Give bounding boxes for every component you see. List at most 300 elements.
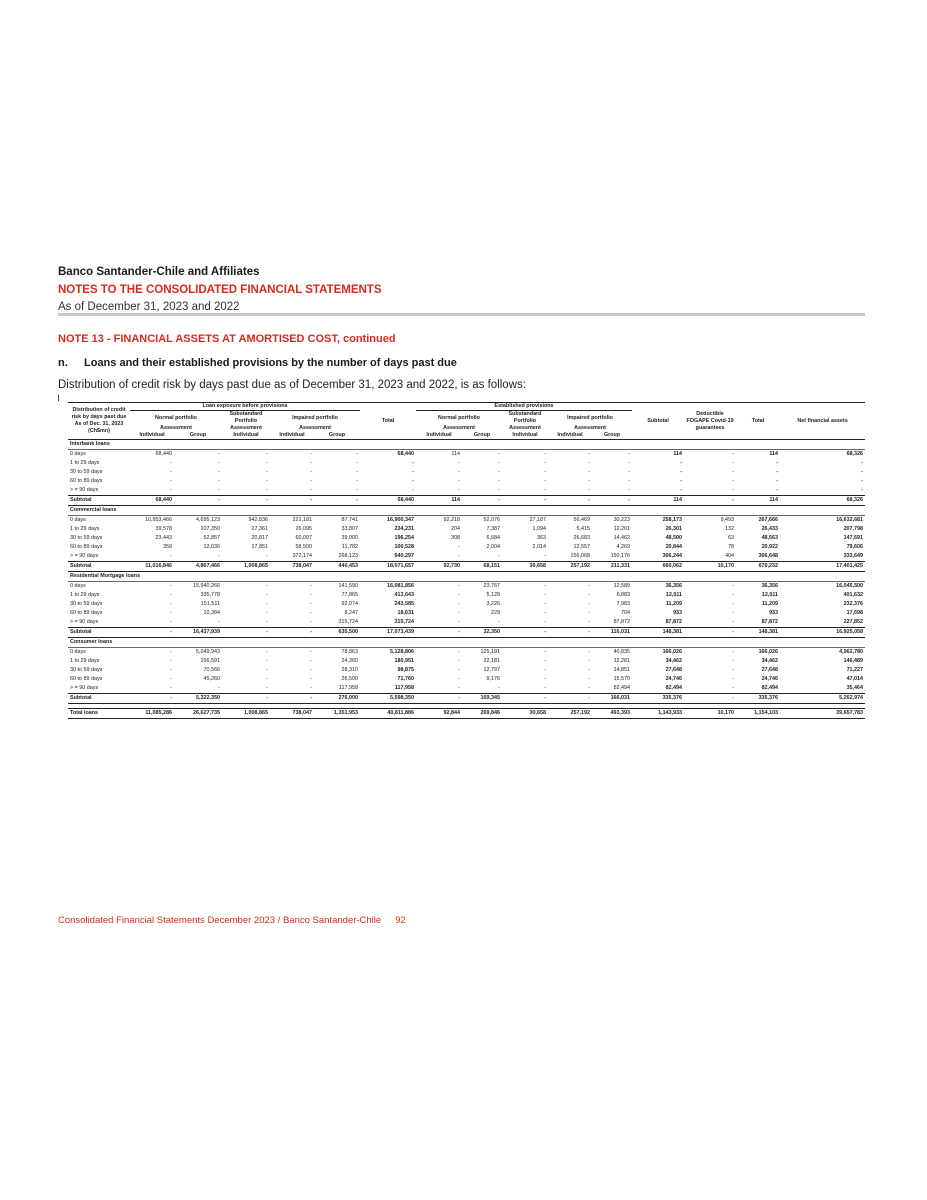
table-cell: 10,170 <box>684 562 736 572</box>
table-cell: 151,511 <box>200 601 220 607</box>
table-cell: - <box>218 553 220 559</box>
row-label: Subtotal <box>68 694 130 704</box>
table-cell: - <box>628 487 631 493</box>
table-cell: 146,489 <box>843 658 864 664</box>
table-cell: - <box>498 685 501 691</box>
table-cell: 4,867,466 <box>174 562 222 572</box>
table-cell: 8,247 <box>344 610 359 616</box>
table-cell: 82,494 <box>613 685 631 691</box>
row-label: Subtotal <box>68 496 130 506</box>
table-cell: 68,440 <box>155 451 172 457</box>
table-cell: - <box>170 619 172 625</box>
col-exp-impaired-group: Group <box>328 432 346 438</box>
row-label: 0 days <box>70 517 86 523</box>
table-cell: - <box>458 601 461 607</box>
row-label: Subtotal <box>68 628 130 638</box>
table-cell: 5,598,350 <box>360 694 416 704</box>
table-cell: - <box>218 478 220 484</box>
table-cell: 34,462 <box>761 658 779 664</box>
row-label: 60 to 89 days <box>70 478 103 484</box>
table-cell: 71,760 <box>397 676 415 682</box>
table-cell: - <box>458 478 461 484</box>
table-cell: - <box>356 487 359 493</box>
table-cell: 30,658 <box>502 562 548 572</box>
section-name: Interbank loans <box>68 440 865 450</box>
table-row <box>68 657 865 666</box>
table-cell: - <box>861 460 864 466</box>
table-cell: - <box>412 460 415 466</box>
section-heading: Loans and their established provisions by the number of days past due <box>84 357 457 369</box>
table-cell: - <box>458 676 461 682</box>
table-row <box>68 600 865 609</box>
table-cell: 180,951 <box>394 658 415 664</box>
row-label: 60 to 89 days <box>70 676 103 682</box>
col-prov-normal-individual: Individual <box>426 432 452 438</box>
table-cell: - <box>732 601 735 607</box>
table-cell: - <box>170 667 172 673</box>
table-cell: 942,836 <box>248 517 268 523</box>
table-cell: - <box>356 451 359 457</box>
table-cell: - <box>732 592 735 598</box>
table-cell: 26,683 <box>573 535 591 541</box>
table-row <box>68 591 865 600</box>
table-cell: 18,631 <box>397 610 415 616</box>
exposure-normal-header: Normal portfolio <box>155 414 197 421</box>
table-cell: - <box>170 553 172 559</box>
row-label: 30 to 59 days <box>70 535 103 541</box>
table-cell: 26,500 <box>341 676 359 682</box>
table-cell: - <box>776 487 779 493</box>
table-cell: 23,767 <box>483 583 501 589</box>
table-cell: - <box>732 676 735 682</box>
table-cell: 267,666 <box>758 517 779 523</box>
table-cell: 11,016,846 <box>130 562 174 572</box>
table-cell: 12,557 <box>573 544 591 550</box>
table-cell: - <box>628 451 631 457</box>
table-cell: 148,381 <box>632 628 684 638</box>
table-cell: - <box>310 676 312 682</box>
row-label: 0 days <box>70 649 86 655</box>
company-name: Banco Santander-Chile and Affiliates <box>58 266 260 278</box>
table-cell: 20,844 <box>665 544 683 550</box>
table-cell: - <box>462 496 502 506</box>
table-cell: 12,797 <box>483 667 501 673</box>
table-cell: - <box>458 667 461 673</box>
table-cell: 933 <box>673 610 683 616</box>
table-cell: 117,958 <box>338 685 359 691</box>
table-cell: 87,872 <box>665 619 683 625</box>
table-cell: 17,401,425 <box>780 562 865 572</box>
table-cell: - <box>458 553 461 559</box>
table-cell: - <box>544 592 547 598</box>
section-header-row <box>68 572 865 582</box>
table-cell: 68,440 <box>397 451 415 457</box>
table-cell: - <box>458 685 461 691</box>
table-cell: 12,011 <box>761 592 779 598</box>
table-cell: - <box>861 469 864 475</box>
table-cell: - <box>544 469 547 475</box>
table-cell: 12,589 <box>613 583 631 589</box>
table-cell: 79,606 <box>846 544 864 550</box>
table-cell: - <box>680 478 683 484</box>
table-cell: 4,962,780 <box>839 649 864 655</box>
table-cell: 26,433 <box>761 526 779 532</box>
table-cell: - <box>310 469 312 475</box>
table-cell: - <box>588 592 591 598</box>
table-cell: 116,031 <box>592 628 632 638</box>
table-cell: 20,922 <box>761 544 779 550</box>
table-cell: - <box>266 649 268 655</box>
table-cell: 232,376 <box>843 601 864 607</box>
table-cell: 48,500 <box>665 535 683 541</box>
table-body <box>68 440 865 719</box>
table-cell: - <box>732 658 735 664</box>
table-cell: - <box>356 460 359 466</box>
table-cell: - <box>588 619 591 625</box>
table-row <box>68 525 865 534</box>
table-cell: - <box>732 451 735 457</box>
table-cell: - <box>314 496 360 506</box>
table-cell: 10,953,466 <box>145 517 172 523</box>
table-cell: 16,437,939 <box>174 628 222 638</box>
table-cell: 16,925,058 <box>780 628 865 638</box>
table-cell: 36,356 <box>761 583 779 589</box>
table-cell: 15,940,266 <box>193 583 220 589</box>
col-exp-normal-group: Group <box>189 432 207 438</box>
section-header-row <box>68 506 865 516</box>
table-cell: - <box>170 676 172 682</box>
table-cell: - <box>310 649 312 655</box>
table-cell: 77,865 <box>341 592 359 598</box>
table-cell: 315,724 <box>338 619 359 625</box>
table-cell: - <box>498 478 501 484</box>
table-cell: 150,176 <box>610 553 631 559</box>
table-cell: - <box>310 478 312 484</box>
table-cell: 401,632 <box>843 592 864 598</box>
row-label: 30 to 59 days <box>70 601 103 607</box>
table-cell: 7,983 <box>616 601 631 607</box>
table-cell: - <box>732 487 735 493</box>
table-cell: - <box>628 469 631 475</box>
table-cell: 156,591 <box>200 658 220 664</box>
col-prov-substandard-individual: Individual <box>512 432 538 438</box>
table-cell: - <box>270 628 314 638</box>
section-name: Consumer loans <box>68 638 865 648</box>
table-cell: - <box>310 592 312 598</box>
table-cell: - <box>544 460 547 466</box>
table-cell: - <box>266 667 268 673</box>
table-cell: 660,062 <box>632 562 684 572</box>
table-cell: - <box>266 676 268 682</box>
table-cell: 27,648 <box>665 667 683 673</box>
table-cell: - <box>266 583 268 589</box>
table-cell: 12,036 <box>203 544 220 550</box>
table-cell: 107,350 <box>200 526 220 532</box>
table-cell: 26,095 <box>295 526 312 532</box>
table-cell: 28,310 <box>341 667 359 673</box>
table-cell: 40,835 <box>613 649 631 655</box>
provision-impaired-assessment: Assessment <box>574 425 606 431</box>
exposure-substandard-header: Substandard Portfolio <box>229 411 263 424</box>
table-cell: - <box>544 553 547 559</box>
table-cell: 227,852 <box>843 619 864 625</box>
table-cell: - <box>544 610 547 616</box>
table-cell: - <box>266 592 268 598</box>
table-cell: 92,218 <box>443 517 461 523</box>
table-row <box>68 450 865 460</box>
table-cell: 335,376 <box>632 694 684 704</box>
table-cell: - <box>458 460 461 466</box>
table-cell: - <box>592 496 632 506</box>
table-cell: 92,844 <box>416 709 462 719</box>
table-cell: - <box>544 658 547 664</box>
table-cell: 372,174 <box>292 553 312 559</box>
table-cell: 24,360 <box>341 658 359 664</box>
table-cell: 363 <box>537 535 547 541</box>
table-cell: - <box>412 487 415 493</box>
table-cell: - <box>588 610 591 616</box>
table-cell: 5,415 <box>576 526 591 532</box>
table-cell: - <box>222 694 270 704</box>
table-cell: 14,851 <box>613 667 631 673</box>
table-cell: - <box>588 451 591 457</box>
table-cell: - <box>270 496 314 506</box>
table-cell: - <box>174 496 222 506</box>
table-cell: 114 <box>736 496 780 506</box>
table-cell: - <box>588 667 591 673</box>
table-cell: 17,851 <box>251 544 268 550</box>
provisions-group-header: Established provisions <box>416 403 632 411</box>
table-cell: 5,049,943 <box>196 649 220 655</box>
table-cell: 16,632,681 <box>836 517 864 523</box>
row-label: 1 to 29 days <box>70 658 100 664</box>
table-row <box>68 684 865 694</box>
table-cell: - <box>222 628 270 638</box>
table-cell: 56,469 <box>573 517 591 523</box>
page-footer <box>58 915 406 926</box>
table-cell: 413,643 <box>394 592 415 598</box>
table-cell: 125,191 <box>480 649 501 655</box>
table-cell: - <box>588 583 591 589</box>
table-cell: 22,181 <box>483 658 501 664</box>
table-cell: 1,143,933 <box>632 709 684 719</box>
table-cell: 60,097 <box>295 535 312 541</box>
table-cell: 87,872 <box>761 619 779 625</box>
credit-risk-table <box>68 402 865 719</box>
table-cell: - <box>218 451 220 457</box>
table-cell: - <box>412 469 415 475</box>
table-cell: 117,958 <box>394 685 415 691</box>
table-cell: - <box>458 610 461 616</box>
table-cell: - <box>588 649 591 655</box>
table-cell: 2,004 <box>486 544 501 550</box>
table-cell: 33,807 <box>341 526 359 532</box>
table-cell: 18,071,657 <box>360 562 416 572</box>
table-cell: - <box>544 667 547 673</box>
table-cell: 11,782 <box>341 544 359 550</box>
table-cell: 268,123 <box>338 553 359 559</box>
table-cell: - <box>266 487 268 493</box>
table-cell: - <box>548 628 592 638</box>
table-cell: 5,262,974 <box>780 694 865 704</box>
table-cell: 68,151 <box>462 562 502 572</box>
table-cell: 9,176 <box>486 676 501 682</box>
table-cell: - <box>861 487 864 493</box>
table-cell: - <box>266 601 268 607</box>
provision-total-header: Total <box>751 417 765 424</box>
table-cell: - <box>222 496 270 506</box>
table-cell: - <box>310 460 312 466</box>
note-title: NOTE 13 - FINANCIAL ASSETS AT AMORTISED COST, continued <box>58 333 396 345</box>
table-cell: - <box>458 649 461 655</box>
row-label: Total loans <box>68 709 130 719</box>
table-cell: 114 <box>769 451 779 457</box>
table-cell: 27,361 <box>251 526 268 532</box>
distribution-header: Distribution of credit risk by days past due As of Dec. 31, 2023 (Ch$mn) <box>68 403 130 440</box>
col-prov-impaired-group: Group <box>603 432 621 438</box>
intro-text: Distribution of credit risk by days past due as of December 31, 2023 and 2022, is as follows: <box>58 379 526 391</box>
table-cell: 20,817 <box>251 535 268 541</box>
table-cell: - <box>270 694 314 704</box>
table-cell: 269,846 <box>462 709 502 719</box>
table-cell: 4,269 <box>616 544 631 550</box>
table-cell: - <box>310 583 312 589</box>
exposure-normal-assessment: Assessment <box>160 425 192 431</box>
table-cell: 315,724 <box>394 619 415 625</box>
table-cell: - <box>266 658 268 664</box>
table-cell: 10,384 <box>203 610 220 616</box>
table-cell: - <box>412 478 415 484</box>
table-cell: 141,590 <box>338 583 359 589</box>
table-cell: 640,297 <box>394 553 415 559</box>
table-cell: 1,008,865 <box>222 709 270 719</box>
table-cell: 27,187 <box>529 517 547 523</box>
table-cell: 11,209 <box>665 601 683 607</box>
table-cell: 35,464 <box>846 685 864 691</box>
row-label: > = 90 days <box>70 487 99 493</box>
table-cell: 52,076 <box>483 517 501 523</box>
table-cell: - <box>588 460 591 466</box>
table-cell: 156,068 <box>570 553 591 559</box>
section-name: Commercial loans <box>68 506 865 516</box>
provision-impaired-header: Impaired portfolio <box>567 414 613 421</box>
fogape-header: Deductible FOGAPE Covid-19 guarantees <box>686 410 734 431</box>
table-cell: 78 <box>728 544 735 550</box>
table-cell: - <box>310 610 312 616</box>
table-cell: 39,000 <box>341 535 359 541</box>
table-cell: 100,528 <box>394 544 415 550</box>
table-cell: - <box>310 658 312 664</box>
provision-substandard-assessment: Assessment <box>509 425 541 431</box>
table-cell: 11,085,286 <box>130 709 174 719</box>
table-cell: 738,047 <box>270 562 314 572</box>
row-label: 1 to 29 days <box>70 460 100 466</box>
provision-normal-assessment: Assessment <box>443 425 475 431</box>
table-cell: - <box>544 619 547 625</box>
exposure-impaired-assessment: Assessment <box>299 425 331 431</box>
table-cell: 17,073,439 <box>360 628 416 638</box>
table-cell: 166,026 <box>758 649 779 655</box>
table-cell: - <box>502 694 548 704</box>
subtotal-row <box>68 562 865 572</box>
table-cell: - <box>544 676 547 682</box>
row-label: > = 90 days <box>70 553 99 559</box>
table-cell: - <box>130 694 174 704</box>
table-cell: 82,494 <box>665 685 683 691</box>
table-cell: 12,281 <box>613 658 631 664</box>
table-cell: 16,081,856 <box>387 583 415 589</box>
table-cell: 7,387 <box>486 526 501 532</box>
table-cell: - <box>458 487 461 493</box>
table-cell: - <box>266 460 268 466</box>
table-cell: 234,231 <box>394 526 415 532</box>
table-cell: 670,232 <box>736 562 780 572</box>
table-cell: 58,500 <box>295 544 312 550</box>
table-cell: - <box>170 487 172 493</box>
table-cell: - <box>310 619 312 625</box>
table-cell: - <box>170 685 172 691</box>
table-cell: - <box>498 460 501 466</box>
table-cell: 48,563 <box>761 535 779 541</box>
table-cell: - <box>776 469 779 475</box>
table-cell: - <box>588 676 591 682</box>
table-cell: 114 <box>416 496 462 506</box>
table-cell: 359 <box>163 544 172 550</box>
exposure-total-header: Total <box>381 417 395 424</box>
table-cell: 47,014 <box>846 676 864 682</box>
provision-substandard-header: Substandard Portfolio <box>508 411 542 424</box>
table-cell: - <box>588 685 591 691</box>
table-cell: 5,128,806 <box>390 649 415 655</box>
row-label: 30 to 59 days <box>70 667 103 673</box>
row-label: 0 days <box>70 583 86 589</box>
table-cell: - <box>266 553 268 559</box>
table-cell: - <box>732 460 735 466</box>
table-cell: - <box>544 487 547 493</box>
table-cell: - <box>170 469 172 475</box>
table-cell: 24,746 <box>761 676 779 682</box>
table-cell: 78,863 <box>341 649 359 655</box>
table-cell: 9,493 <box>720 517 735 523</box>
table-cell: 39,657,783 <box>780 709 865 719</box>
col-prov-normal-group: Group <box>473 432 491 438</box>
table-cell: - <box>732 649 735 655</box>
subtotal-row <box>68 628 865 638</box>
table-cell: 148,381 <box>736 628 780 638</box>
table-cell: - <box>588 478 591 484</box>
table-cell: 68,440 <box>130 496 174 506</box>
table-cell: 63 <box>728 535 735 541</box>
table-cell: - <box>458 583 461 589</box>
table-cell: 1,008,865 <box>222 562 270 572</box>
table-cell: 98,875 <box>397 667 415 673</box>
table-cell: 306,648 <box>758 553 779 559</box>
table-cell: - <box>544 685 547 691</box>
table-cell: - <box>266 619 268 625</box>
notes-title: NOTES TO THE CONSOLIDATED FINANCIAL STATEMENTS <box>58 284 382 296</box>
table-cell: - <box>458 619 461 625</box>
table-cell: 14,462 <box>613 535 631 541</box>
table-cell: - <box>732 583 735 589</box>
table-cell: - <box>218 460 220 466</box>
table-cell: 3,226 <box>486 601 501 607</box>
table-cell: - <box>628 460 631 466</box>
table-cell: 166,031 <box>592 694 632 704</box>
table-cell: - <box>170 601 172 607</box>
table-cell: 166,026 <box>662 649 683 655</box>
col-prov-impaired-individual: Individual <box>557 432 583 438</box>
table-cell: - <box>502 628 548 638</box>
